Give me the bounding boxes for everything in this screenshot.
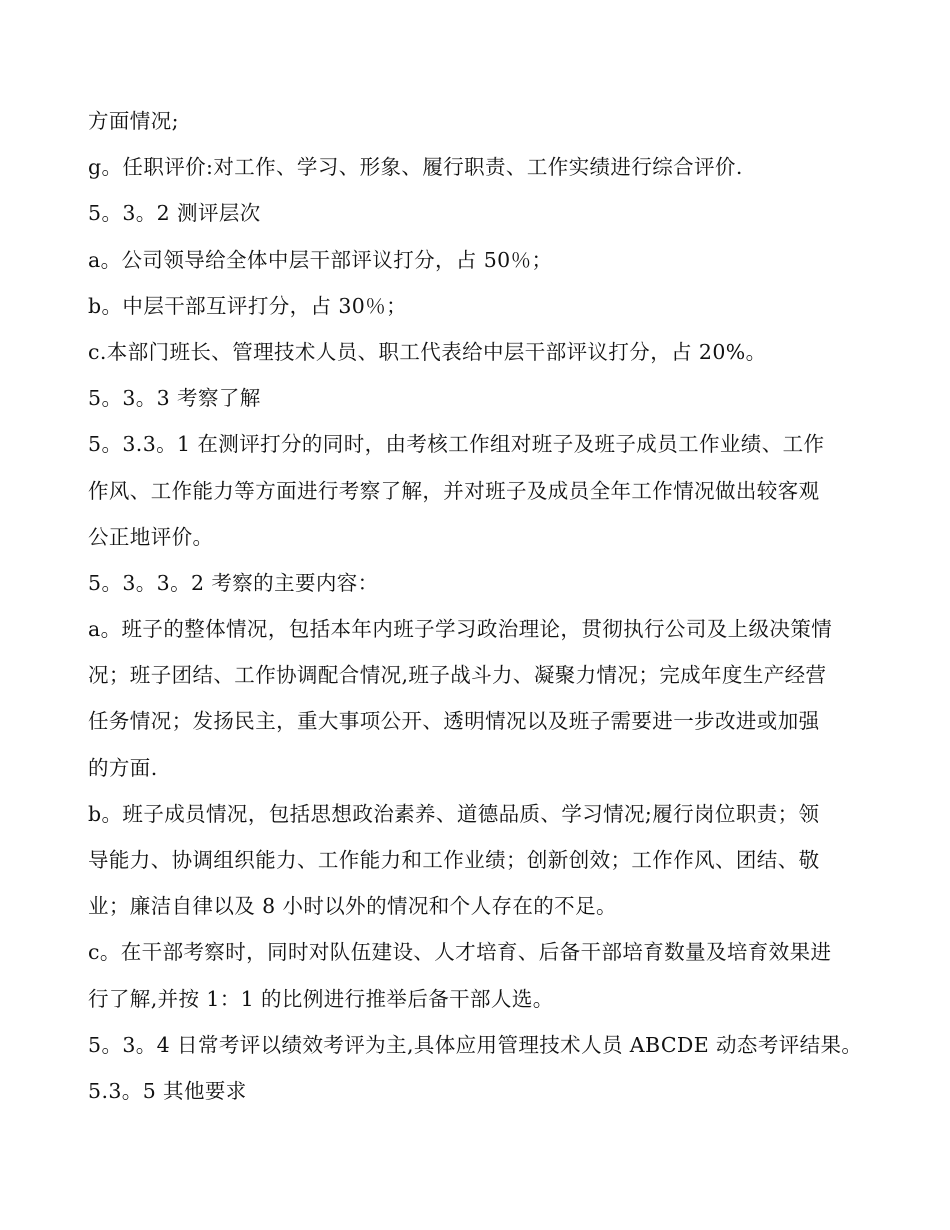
- text-line: 方面情况;: [88, 109, 179, 133]
- text-line: 作风、工作能力等方面进行考察了解，并对班子及成员全年工作情况做出较客观: [88, 478, 820, 503]
- document-body: [88, 98, 878, 1114]
- text-line: c.本部门班长、管理技术人员、职工代表给中层干部评议打分，占 20%。: [88, 339, 767, 364]
- section-heading: 5。3。3 考察了解: [88, 386, 261, 411]
- text-line: 公正地评价。: [88, 524, 214, 549]
- text-line: c。在干部考察时，同时对队伍建设、人才培育、后备干部培育数量及培育效果进: [88, 940, 832, 965]
- text-line: b。中层干部互评打分，占 30％；: [88, 293, 408, 318]
- text-line: a。班子的整体情况，包括本年内班子学习政治理论，贯彻执行公司及上级决策情: [88, 617, 833, 642]
- text-line: 行了解,并按 1：1 的比例进行推举后备干部人选。: [88, 986, 554, 1011]
- text-line: b。班子成员情况，包括思想政治素养、道德品质、学习情况;履行岗位职责；领: [88, 801, 820, 826]
- text-line: 业；廉洁自律以及 8 小时以外的情况和个人存在的不足。: [88, 894, 617, 919]
- text-line: 的方面.: [88, 755, 158, 780]
- text-line: g。任职评价:对工作、学习、形象、履行职责、工作实绩进行综合评价.: [88, 155, 743, 180]
- section-heading: 5。3。3。2 考察的主要内容：: [88, 570, 379, 595]
- text-line: 导能力、协调组织能力、工作能力和工作业绩；创新创效；工作作风、团结、敬: [88, 848, 820, 872]
- text-line: 5。3.3。1 在测评打分的同时，由考核工作组对班子及班子成员工作业绩、工作: [88, 432, 825, 457]
- text-line: a。公司领导给全体中层干部评议打分，占 50％；: [88, 247, 553, 272]
- section-heading: 5。3。2 测评层次: [88, 201, 261, 226]
- text-line: 任务情况；发扬民主，重大事项公开、透明情况以及班子需要进一步改进或加强: [88, 709, 820, 734]
- text-line: 况；班子团结、工作协调配合情况,班子战斗力、凝聚力情况；完成年度生产经营: [88, 663, 827, 688]
- text-line: 5。3。4 日常考评以绩效考评为主,具体应用管理技术人员 ABCDE 动态考评结果。: [88, 1032, 863, 1057]
- section-heading: 5.3。5 其他要求: [88, 1078, 247, 1103]
